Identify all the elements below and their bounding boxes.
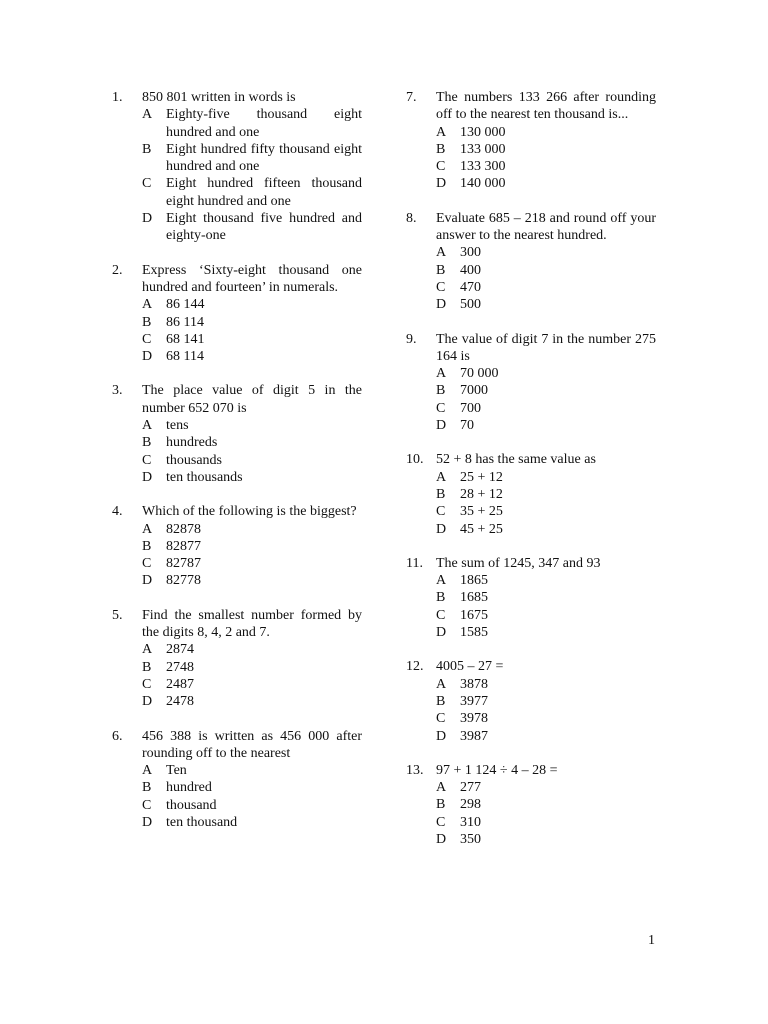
- option-text: 68 114: [166, 349, 204, 365]
- option-b: [142, 779, 362, 796]
- option-letter: C: [436, 504, 446, 520]
- option-b: [436, 693, 656, 710]
- option-letter: C: [436, 400, 446, 416]
- option-text: 1865: [460, 573, 488, 589]
- question-number: 10.: [406, 452, 424, 468]
- option-c: [142, 555, 362, 572]
- question-number: 4.: [112, 504, 123, 520]
- option-letter: C: [142, 797, 152, 813]
- left-column: [112, 89, 362, 831]
- option-letter: C: [436, 814, 446, 830]
- option-d: [142, 469, 362, 486]
- option-d: [436, 175, 656, 192]
- question-number: 11.: [406, 555, 423, 571]
- option-text: 1675: [460, 607, 488, 623]
- option-b: [436, 382, 656, 399]
- option-a: [436, 244, 656, 261]
- option-letter: D: [142, 469, 153, 485]
- option-letter: C: [142, 331, 152, 347]
- option-c: [436, 607, 656, 624]
- option-text: 82878: [166, 521, 201, 537]
- question-number: 2.: [112, 262, 123, 278]
- option-b: [142, 538, 362, 555]
- option-text: 82787: [166, 556, 201, 572]
- option-b: [436, 262, 656, 279]
- option-text: 1685: [460, 590, 488, 606]
- option-text: 298: [460, 797, 481, 813]
- option-text: 3978: [460, 711, 488, 727]
- option-text: ten thousand: [166, 814, 238, 830]
- option-text: hundreds: [166, 435, 218, 451]
- option-c: [142, 452, 362, 469]
- option-d: [436, 831, 656, 848]
- question-6: [112, 728, 362, 832]
- option-letter: A: [142, 107, 153, 123]
- question-stem: The place value of digit 5 in the number 652 070 is: [142, 383, 362, 416]
- option-a: [436, 365, 656, 382]
- question-stem: Evaluate 685 – 218 and round off your answer to the nearest hundred.: [436, 210, 656, 244]
- option-letter: B: [436, 141, 446, 157]
- question-2: [112, 262, 362, 366]
- option-letter: A: [436, 124, 447, 140]
- question-8: [406, 210, 656, 314]
- option-list: [142, 296, 362, 365]
- question-number: 12.: [406, 659, 424, 675]
- option-a: [142, 106, 362, 141]
- option-c: [142, 331, 362, 348]
- option-text: 310: [460, 814, 481, 830]
- question-4: [112, 503, 362, 589]
- option-letter: B: [142, 314, 152, 330]
- option-a: [142, 641, 362, 658]
- option-letter: A: [436, 573, 447, 589]
- option-letter: B: [142, 141, 152, 157]
- option-letter: D: [436, 297, 447, 313]
- right-column: [406, 89, 656, 848]
- option-letter: D: [142, 814, 153, 830]
- option-text: 470: [460, 279, 481, 295]
- option-c: [142, 797, 362, 814]
- option-text: 2478: [166, 694, 194, 710]
- option-text: 28 + 12: [460, 486, 503, 502]
- option-a: [436, 469, 656, 486]
- option-text: 133 000: [460, 141, 506, 157]
- question-13: [406, 762, 656, 848]
- option-letter: C: [142, 452, 152, 468]
- option-text: 3878: [460, 676, 488, 692]
- option-letter: A: [142, 763, 153, 779]
- option-list: [142, 762, 362, 831]
- option-text: 86 144: [166, 297, 205, 313]
- option-letter: D: [142, 573, 153, 589]
- question-stem: 850 801 written in words is: [142, 90, 296, 105]
- option-list: [142, 417, 362, 486]
- option-letter: D: [142, 211, 153, 227]
- option-letter: A: [436, 366, 447, 382]
- option-text: Eight hundred fifteen thousand eight hundred and one: [166, 176, 362, 209]
- option-d: [142, 572, 362, 589]
- option-text: 70: [460, 418, 474, 434]
- option-text: 86 114: [166, 314, 204, 330]
- option-letter: C: [436, 159, 446, 175]
- option-a: [436, 676, 656, 693]
- option-text: 35 + 25: [460, 504, 503, 520]
- option-text: Eighty-five thousand eight hundred and one: [166, 107, 362, 140]
- option-letter: A: [142, 521, 153, 537]
- option-letter: C: [436, 607, 446, 623]
- option-list: [142, 521, 362, 590]
- option-d: [142, 814, 362, 831]
- option-a: [142, 296, 362, 313]
- option-text: 400: [460, 262, 481, 278]
- question-number: 9.: [406, 331, 417, 347]
- option-letter: A: [436, 676, 447, 692]
- option-text: 700: [460, 400, 481, 416]
- option-c: [436, 400, 656, 417]
- option-a: [436, 124, 656, 141]
- option-text: 300: [460, 245, 481, 261]
- option-c: [142, 175, 362, 210]
- option-list: [436, 779, 656, 848]
- option-c: [436, 279, 656, 296]
- option-d: [436, 296, 656, 313]
- option-letter: D: [436, 521, 447, 537]
- option-letter: B: [436, 590, 446, 606]
- option-text: 2874: [166, 642, 194, 658]
- option-text: 1585: [460, 625, 488, 641]
- option-letter: D: [142, 349, 153, 365]
- option-text: 130 000: [460, 124, 506, 140]
- option-text: 2487: [166, 676, 194, 692]
- question-number: 13.: [406, 762, 424, 778]
- option-text: Eight hundred fifty thousand eight hundred and one: [166, 141, 362, 175]
- question-number: 3.: [112, 383, 123, 399]
- option-letter: B: [436, 693, 446, 709]
- option-a: [142, 762, 362, 779]
- option-text: 277: [460, 780, 481, 796]
- question-number: 7.: [406, 90, 417, 105]
- option-c: [436, 710, 656, 727]
- option-b: [436, 486, 656, 503]
- option-letter: B: [436, 797, 446, 813]
- option-letter: B: [436, 486, 446, 502]
- question-number: 1.: [112, 90, 123, 105]
- option-a: [436, 779, 656, 796]
- option-text: Ten: [166, 763, 187, 779]
- option-d: [436, 728, 656, 745]
- option-b: [436, 141, 656, 158]
- option-list: [436, 572, 656, 641]
- option-letter: B: [142, 659, 152, 675]
- option-a: [142, 417, 362, 434]
- option-b: [142, 314, 362, 331]
- option-c: [436, 503, 656, 520]
- question-stem: 52 + 8 has the same value as: [436, 452, 596, 468]
- option-a: [142, 521, 362, 538]
- question-1: [112, 89, 362, 245]
- question-number: 6.: [112, 728, 123, 744]
- option-text: 3977: [460, 693, 488, 709]
- option-letter: A: [436, 780, 447, 796]
- question-number: 8.: [406, 210, 417, 226]
- option-list: [436, 365, 656, 434]
- option-letter: B: [436, 262, 446, 278]
- option-list: [436, 124, 656, 193]
- question-stem: The sum of 1245, 347 and 93: [436, 555, 601, 571]
- option-letter: C: [436, 711, 446, 727]
- question-stem: Which of the following is the biggest?: [142, 504, 357, 520]
- option-b: [142, 434, 362, 451]
- option-list: [142, 106, 362, 244]
- option-letter: C: [142, 176, 152, 192]
- option-text: thousand: [166, 797, 217, 813]
- option-text: ten thousands: [166, 469, 243, 485]
- option-letter: C: [142, 676, 152, 692]
- question-stem: 97 + 1 124 ÷ 4 – 28 =: [436, 762, 558, 778]
- option-text: 500: [460, 297, 481, 313]
- question-12: [406, 658, 656, 744]
- option-letter: D: [436, 418, 447, 434]
- option-text: 133 300: [460, 159, 506, 175]
- option-d: [142, 693, 362, 710]
- option-text: hundred: [166, 780, 212, 796]
- option-text: 82778: [166, 573, 201, 589]
- option-text: 70 000: [460, 366, 499, 382]
- option-b: [142, 659, 362, 676]
- option-text: 140 000: [460, 176, 506, 192]
- option-text: 3987: [460, 728, 488, 744]
- option-list: [436, 676, 656, 745]
- question-stem: 4005 – 27 =: [436, 659, 504, 675]
- option-list: [436, 469, 656, 538]
- question-stem: 456 388 is written as 456 000 after rounding off to the nearest: [142, 728, 362, 761]
- option-text: 2748: [166, 659, 194, 675]
- option-b: [142, 141, 362, 176]
- option-letter: A: [436, 469, 447, 485]
- option-c: [142, 676, 362, 693]
- option-b: [436, 796, 656, 813]
- option-text: 68 141: [166, 331, 205, 347]
- option-list: [436, 244, 656, 313]
- option-letter: D: [436, 831, 447, 847]
- option-letter: C: [436, 279, 446, 295]
- option-d: [142, 210, 362, 245]
- option-letter: B: [436, 383, 446, 399]
- option-list: [142, 641, 362, 710]
- option-b: [436, 589, 656, 606]
- option-letter: D: [436, 176, 447, 192]
- option-letter: D: [142, 694, 153, 710]
- option-text: 350: [460, 831, 481, 847]
- option-c: [436, 814, 656, 831]
- option-text: thousands: [166, 452, 222, 468]
- option-d: [436, 624, 656, 641]
- question-number: 5.: [112, 607, 123, 623]
- option-letter: C: [142, 556, 152, 572]
- option-a: [436, 572, 656, 589]
- option-letter: B: [142, 435, 152, 451]
- option-text: 7000: [460, 383, 488, 399]
- option-letter: A: [142, 418, 153, 434]
- option-text: 82877: [166, 538, 201, 554]
- question-stem: The value of digit 7 in the number 275 164 is: [436, 331, 656, 364]
- question-stem: Express ‘Sixty-eight thousand one hundred and fourteen’ in numerals.: [142, 262, 362, 295]
- question-stem: The numbers 133 266 after rounding off to the nearest ten thousand is...: [436, 90, 656, 123]
- question-10: [406, 451, 656, 537]
- option-letter: D: [436, 728, 447, 744]
- option-letter: A: [142, 297, 153, 313]
- question-5: [112, 607, 362, 711]
- option-text: Eight thousand five hundred and eighty-one: [166, 211, 362, 244]
- question-stem: Find the smallest number formed by the digits 8, 4, 2 and 7.: [142, 607, 362, 641]
- option-d: [436, 417, 656, 434]
- page-number: 1: [648, 933, 655, 948]
- option-letter: A: [436, 245, 447, 261]
- option-text: tens: [166, 418, 189, 434]
- option-c: [436, 158, 656, 175]
- question-9: [406, 331, 656, 435]
- question-3: [112, 382, 362, 486]
- option-d: [436, 521, 656, 538]
- option-letter: B: [142, 538, 152, 554]
- option-d: [142, 348, 362, 365]
- question-7: [406, 89, 656, 193]
- option-letter: B: [142, 780, 152, 796]
- option-text: 45 + 25: [460, 521, 503, 537]
- question-11: [406, 555, 656, 641]
- option-letter: A: [142, 642, 153, 658]
- option-letter: D: [436, 625, 447, 641]
- option-text: 25 + 12: [460, 469, 503, 485]
